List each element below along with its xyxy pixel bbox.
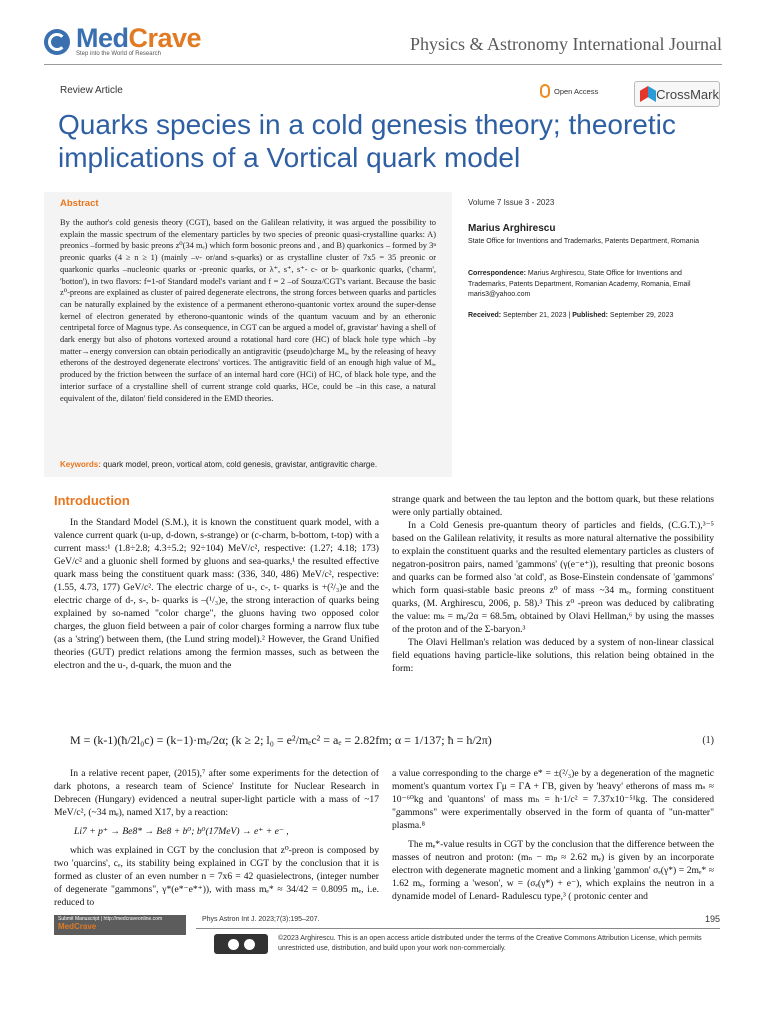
- dates: Received: September 21, 2023 | Published: September 29, 2023: [468, 312, 674, 319]
- affiliation: State Office for Inventions and Trademarks, Patents Department, Romania: [468, 238, 699, 245]
- logo-tagline: Step into the World of Research: [76, 51, 161, 57]
- column-1-top: [54, 516, 379, 672]
- received-date: September 21, 2023: [503, 312, 567, 319]
- reaction-equation: Li7 + p⁺ → Be8* → Be8 + b⁰; b⁰(17MeV) → e⁺ + e⁻ ,: [74, 826, 289, 837]
- cc-icon: [227, 938, 240, 951]
- received-label: Received:: [468, 312, 502, 319]
- equation-number: (1): [702, 735, 714, 746]
- paragraph: a value corresponding to the charge e* = ±(²/₃)e by a degeneration of the magnetic moment's quantum vortex Γμ = ΓA + ΓB, given by 'heavy' etherons of mass mₛ ≈ 10⁻⁶⁰kg and 'quantons' of mass mₕ = h·1/c² = 7.37x10⁻⁵¹kg. The considered "gammons" were experimentally observed in the form of quanta of "un-matter" plasma.⁸: [392, 768, 714, 831]
- paragraph: strange quark and between the tau lepton and the bottom quark, but these relations were only partially obtained.: [392, 494, 714, 518]
- column-2-bottom: [392, 767, 714, 903]
- correspondence-text: Marius Arghirescu, State Office for Inventions and Trademarks, Patents Department, Romanian Academy, Romania, Email maris3@yahoo.com: [468, 270, 691, 298]
- footer-divider: [196, 928, 720, 929]
- paragraph: In a relative recent paper, (2015),⁷ after some experiments for the detection of dark photons, a research team of Science' Institute for Nuclear Research in Debrecen (Hungary) evidenced a neutral super-light particle with a mass of ~17 MeV/c², (~34 mₑ), named X17, by a reaction:: [54, 768, 379, 818]
- paragraph: The mₑ*-value results in CGT by the conclusion that the difference between the masses of neutron and proton: (mₙ − mₚ ≈ 2.62 mₑ) is given by an incorporate electron with degenerate magnetic moment and a linking 'gammon' σₑ(γ*) = 2mₑ* ≈ 1.62 mₑ, forming a 'weson', w = (σₑ(γ*) + e⁻), which explains the neutron in a dynamide model of Lenard- Radulescu type,³ ( protonic center and: [392, 839, 714, 902]
- logo-text: MedCrave: [76, 23, 202, 53]
- open-access-badge[interactable]: [540, 84, 598, 98]
- equation-1: M = (k-1)(ħ/2l₀c) = (k−1)·mₑ/2α; (k ≥ 2; l₀ = e²/mₑc² = aₑ = 2.82fm; α = 1/137; ħ = h/2π): [70, 733, 492, 747]
- open-access-label: Open Access: [554, 86, 599, 96]
- medcrave-logo[interactable]: [44, 23, 202, 57]
- paragraph: In the Standard Model (S.M.), it is known the constituent quark model, with a valence current quark (u-up, d-down, s-strange) or (c-charm, b-bottom, t-top) with a current mass:¹ (1.8÷2.8; 4.3÷5.2; 92÷104) MeV/c², respective: (1.27; 4.18; 173) GeV/c² and a gluonic shell formed by gluons and sea-quarks,¹ the resulted effective quark mass being the constituent quark mass: (336, 340, 486) MeV/c², respective: (1.55, 4.73, 177) GeV/c². The electric charge of u-, c-, t- quarks is +(²/₃)e and the electric charge of d-, s-, b- quarks is –(¹/₃)e, the strong interaction of quarks being explained by so-named "color charge", the gluons having two opposed color charges, the gluon field between a pair of color charges forming a narrow flux tube (as a 'string') between them, (the Lund string model).² However, the Grand Unified theories (GUT) predict relations among the fermion masses, such as between the electron and the u-, d-quark, the muon and the: [54, 517, 379, 671]
- column-2-top: [392, 493, 714, 675]
- citation: Phys Astron Int J. 2023;7(3):195–207.: [202, 916, 320, 923]
- published-date: September 29, 2023: [609, 312, 674, 319]
- paragraph: The Olavi Hellman's relation was deduced by a system of non-linear classical field equations having particle-like solutions, this relation being obtained in the form:: [392, 637, 714, 674]
- by-icon: [243, 938, 256, 951]
- abstract-text: By the author's cold genesis theory (CGT), based on the Galilean relativity, it was argued the possibility to explain the massic spectrum of the elementary particles by two species of preonic quasi-crystalline quarks: A) preonics –formed by basic preons z⁰(34 mₑ) which form bosonic preons and , and B) quarkonics – formed by 3ⁿ preonic quarks (4 ≥ n ≥ 1) (mainly –ν- or/and s-quarks) or as crystalline cluster of 7x5 = 35 preonic or quarkonic quarks –nucleonic quarks or -preonic quarks, or λ⁺, s⁺, s⁺- c- or b- quarkonic quarks, ('charm', 'botton'), in two flavors: f=1-of Standard model's variant and f = 2 –of Souza/CGT's variant. Because the basic z⁰-preons are explained as cluster of paired degenerate electrons, the strong forces between quarks and particles can be naturally explained by the existence of a permanent etherono-quantonic vortex around the super-dense kernel of electron generated by etherono-quantonic winds of the quantum vacuum and by an etheronic centripetal force of Magnus type. As consequence, in CGT can be argued a model of, gravistar' having a shell of dark energy but also of photons vortexed around a rotational hard core (HC) of black hole type which –by matter→energy conversion can obtain periodically an antigravitic (pseudo)charge Mₐ, by the releasing of heavy etherons of the destroyed degenerate electrons' vortices. The antigravitic field of an enough high value of Mₐ, produced by the friction between the surface of an internal hard core (HCi) of HC, of black hole type, and the interior surface of a crystalline shell of current strange cold quarks, HCe, could be –in this case, a natural equivalent of the, dilaton' field considered in the EMD theories.: [60, 218, 436, 403]
- paragraph: In a Cold Genesis pre-quantum theory of particles and fields, (C.G.T.),³⁻⁵ based on the Galilean relativity, it results as more natural alternative the possibility to explain the constituent quarks and the resulted elementary particles as clusters of negatron-positron pairs, named 'gammons' (γ(e⁻e⁺)), resulting that preonic bosons and quarks can be formed also 'at cold', as Bose-Einstein condensate of 'gammons' which form quasi-stable basic preons z⁰ of mass ~34 mₑ, forming constituent quarks, (M. Arghirescu, 2006, p. 58).³ This z⁰ -preon was deduced by calibrating the value: mₖ = mₑ/2α = 68.5mₑ obtained by Olavi Hellman,⁶ by using the masses of the proton and of the Σ-baryon.³: [392, 520, 714, 635]
- correspondence: [468, 269, 720, 301]
- journal-name: Physics & Astronomy International Journal: [410, 34, 722, 54]
- medcrave-logo-icon: [44, 29, 70, 55]
- article-type: Review Article: [60, 85, 123, 96]
- paragraph: which was explained in CGT by the conclusion that z⁰-preon is composed by two 'quarcins', cₑ, its stability being explained in CGT by the conclusion that it is formed as cluster of an even number n = 7x6 = 42 quasielectrons, (integer number of degenerate "gammons", γ*(e*⁻e*⁺)), with mass mₑ* ≈ 34/42 = 0.8095 mₑ, i.e. reduced to: [54, 845, 379, 908]
- keywords-label: Keywords:: [60, 460, 101, 469]
- keywords: [60, 460, 440, 469]
- submit-manuscript-link[interactable]: Submit Manuscript | http://medcraveonline.com: [58, 916, 163, 922]
- page-number: 195: [704, 914, 720, 924]
- cc-license-icon[interactable]: [214, 934, 268, 954]
- crossmark-label: CrossMark: [656, 86, 719, 102]
- license-text: ©2023 Arghirescu. This is an open access article distributed under the terms of the Creative Commons Attribution License, which permits unrestricted use, distribution, and build upon your work non-commercially.: [278, 935, 702, 952]
- open-access-icon: [540, 84, 550, 98]
- abstract-heading: Abstract: [60, 198, 99, 209]
- keywords-text: quark model, preon, vortical atom, cold genesis, gravistar, antigravitic charge.: [103, 460, 378, 469]
- submit-manuscript-banner[interactable]: [54, 915, 186, 935]
- published-label: Published:: [572, 312, 608, 319]
- footer-brand: MedCrave: [58, 922, 97, 931]
- column-1-bottom: [54, 767, 379, 909]
- volume-info: Volume 7 Issue 3 - 2023: [468, 198, 555, 207]
- correspondence-label: Correspondence:: [468, 270, 526, 277]
- crossmark-icon: [640, 86, 652, 102]
- article-title: Quarks species in a cold genesis theory; theoretic implications of a Vortical quark model: [58, 109, 676, 173]
- header-divider: [44, 64, 722, 65]
- introduction-heading: Introduction: [54, 493, 130, 508]
- author-name: Marius Arghirescu: [468, 223, 556, 234]
- crossmark-button[interactable]: [634, 81, 720, 107]
